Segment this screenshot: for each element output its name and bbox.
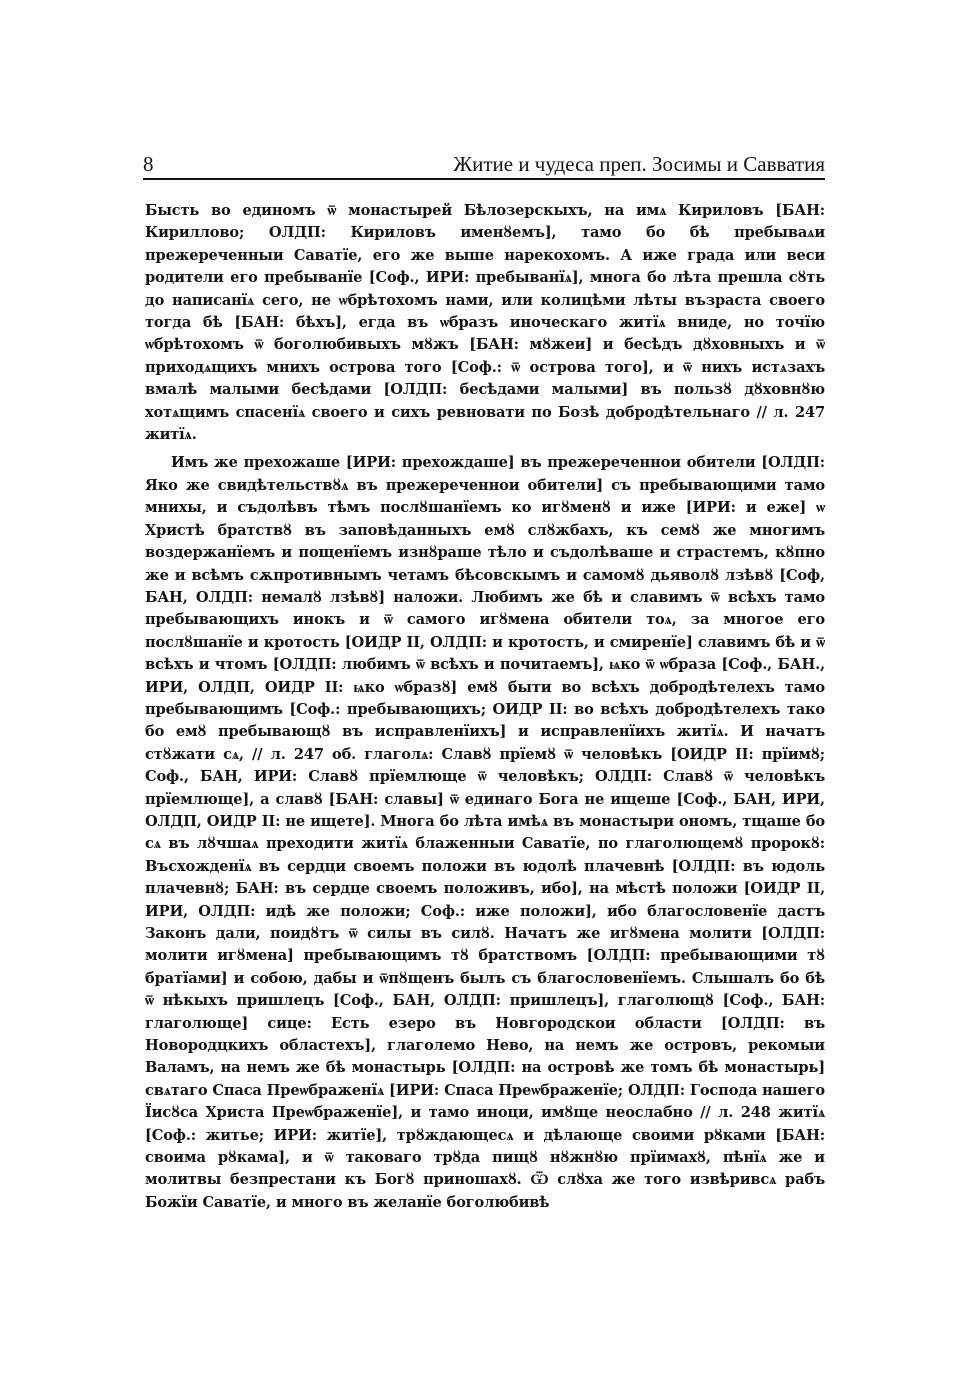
body-text bbox=[145, 200, 825, 1214]
page-number: 8 bbox=[143, 152, 154, 176]
header-rule bbox=[143, 178, 825, 180]
paragraph: Бысть во единомъ ѿ монастырей Бѣлозерскыхъ, на имѧ Кириловъ [БАН: Кириллово; ОЛДП: Кириловъ именȣемъ], тамо бо бѣ пребываѧи прежереченныи Саватїе, его же выше нарекохомъ. А иже града или веси родители его пребыванїе [Соф., ИРИ: пребыванїѧ], многа бо лѣта прешла сȣть до написанїѧ сего, не ѡбрѣтохомъ нами, или колицѣми лѣты възраста своего тогда бѣ [БАН: бѣхъ], егда въ ѡбразъ иноческаго житїѧ вниде, но точїю ѡбрѣтохомъ ѿ боголюбивыхъ мȣжъ [БАН: мȣжеи] и бесѣдъ дȣховныхъ и ѿ приходѧщихъ мнихъ острова того [Соф.: ѿ острова того], и ѿ нихъ истѧзахъ вмалѣ малыми бесѣдами [ОЛДП: бесѣдами малыми] въ пользȣ дȣховнȣю хотѧщимъ спасенїѧ своего и сихъ ревновати по Бозѣ добродѣтельнаго // л. 247 житїѧ. bbox=[145, 202, 825, 444]
paragraph: Имъ же прехожаше [ИРИ: прехождаше] въ прежереченнои обители [ОЛДП: Яко же свидѣтельствȣѧ въ прежереченнои обители] съ пребывающими тамо мнихы, и съдолѣвъ тѣмъ послȣшанїемъ ко игȣменȣ и иже [ИРИ: и еже] ѡ Христѣ братствȣ въ заповѣданныхъ емȣ слȣжбахъ, къ семȣ же многимъ воздержанїемъ и пощенїемъ изнȣраше тѣло и съдолѣваше и страстемъ, кȣпно же и всѣмъ сѫпротивнымъ четамъ бѣсовскымъ и самомȣ дьяволȣ лзѣвȣ [Соф, БАН, ОЛДП: немалȣ лзѣвȣ] наложи. Любимъ же бѣ и славимъ ѿ всѣхъ тамо пребывающихъ инокъ и ѿ самого игȣмена обители тоѧ, за многое его послȣшанїе и кротость [ОИДР II, ОЛДП: и кротость, и смиренїе] славимъ бѣ и ѿ всѣхъ и чтомъ [ОЛДП: любимъ ѿ всѣхъ и почитаемъ], ѩко ѿ ѡбраза [Соф., БАН., ИРИ, ОЛДП, ОИДР II: ѩко ѡбразȣ] емȣ быти во всѣхъ добродѣтелехъ тамо пребывающимъ [Соф.: пребывающихъ; ОИДР II: во всѣхъ добродѣтелехъ тако бо емȣ пребывающȣ въ исправленїихъ] и исправленїихъ житїѧ. И начатъ стȣжати сѧ, // л. 247 об. глаголѧ: Славȣ прїемȣ ѿ человѣкъ [ОИДР II: прїимȣ; Соф., БАН, ИРИ: Славȣ прїемлюще ѿ человѣкъ; ОЛДП: Славȣ ѿ человѣкъ прїемлюще], а славȣ [БАН: славы] ѿ единаго Бога не ищеше [Соф., БАН, ИРИ, ОЛДП, ОИДР II: не ищете]. Многа бо лѣта имѣѧ въ монастыри ономъ, тщаше бо сѧ въ лȣчшаѧ преходити житїѧ блаженныи Саватїе, по глаголющемȣ пророкȣ: Въсхожденїѧ въ сердци своемъ положи въ юдолѣ плачевнѣ [ОЛДП: въ юдоль плачевнȣ; БАН: въ сердце своемъ положивъ, ибо], на мѣстѣ положи [ОИДР II, ИРИ, ОЛДП: идѣ же положи; Соф.: иже положи], ибо благословенїе дастъ Законъ дали, поидȣтъ ѿ силы въ силȣ. Начатъ же игȣмена молити [ОЛДП: молити игȣмена] пребывающимъ тȣ братствомъ [ОЛДП: пребывающими тȣ братїами] и собою, дабы и ѿпȣщенъ былъ съ благословенїемъ. Слышалъ бо бѣ ѿ нѣкыхъ пришлецъ [Соф., БАН, ОЛДП: пришлецъ], глаголющȣ [Соф., БАН: глаголюще] сице: Есть езеро въ Новгородскои области [ОЛДП: въ Новородцкихъ областехъ], глаголемо Нево, на немъ же островъ, рекомыи Валамъ, на немъ же бѣ монастырь [ОЛДП: на островѣ же томъ бѣ монастырь] свѧтаго Спаса Преѡбраженїѧ [ИРИ: Спаса Преѡбраженїе; ОЛДП: Господа нашего Їисȣса Христа Преѡбраженїе], и тамо иноци, имȣще неослабно // л. 248 житїѧ [Соф.: житье; ИРИ: житїе], трȣждающесѧ и дѣлающе своими рȣками [БАН: своима рȣкама], и ѿ таковаго трȣда пищȣ нȣжнȣю прїимахȣ, пѣнїѧ же и молитвы безпрестани къ Богȣ приношахȣ. Ѿ слȣха же того извѣривсѧ рабъ Божїи Саватїе, и много въ желанїе боголюбивѣ bbox=[145, 454, 825, 1211]
running-head bbox=[143, 146, 825, 178]
header-title: Житие и чудеса преп. Зосимы и Савватия bbox=[453, 152, 825, 176]
